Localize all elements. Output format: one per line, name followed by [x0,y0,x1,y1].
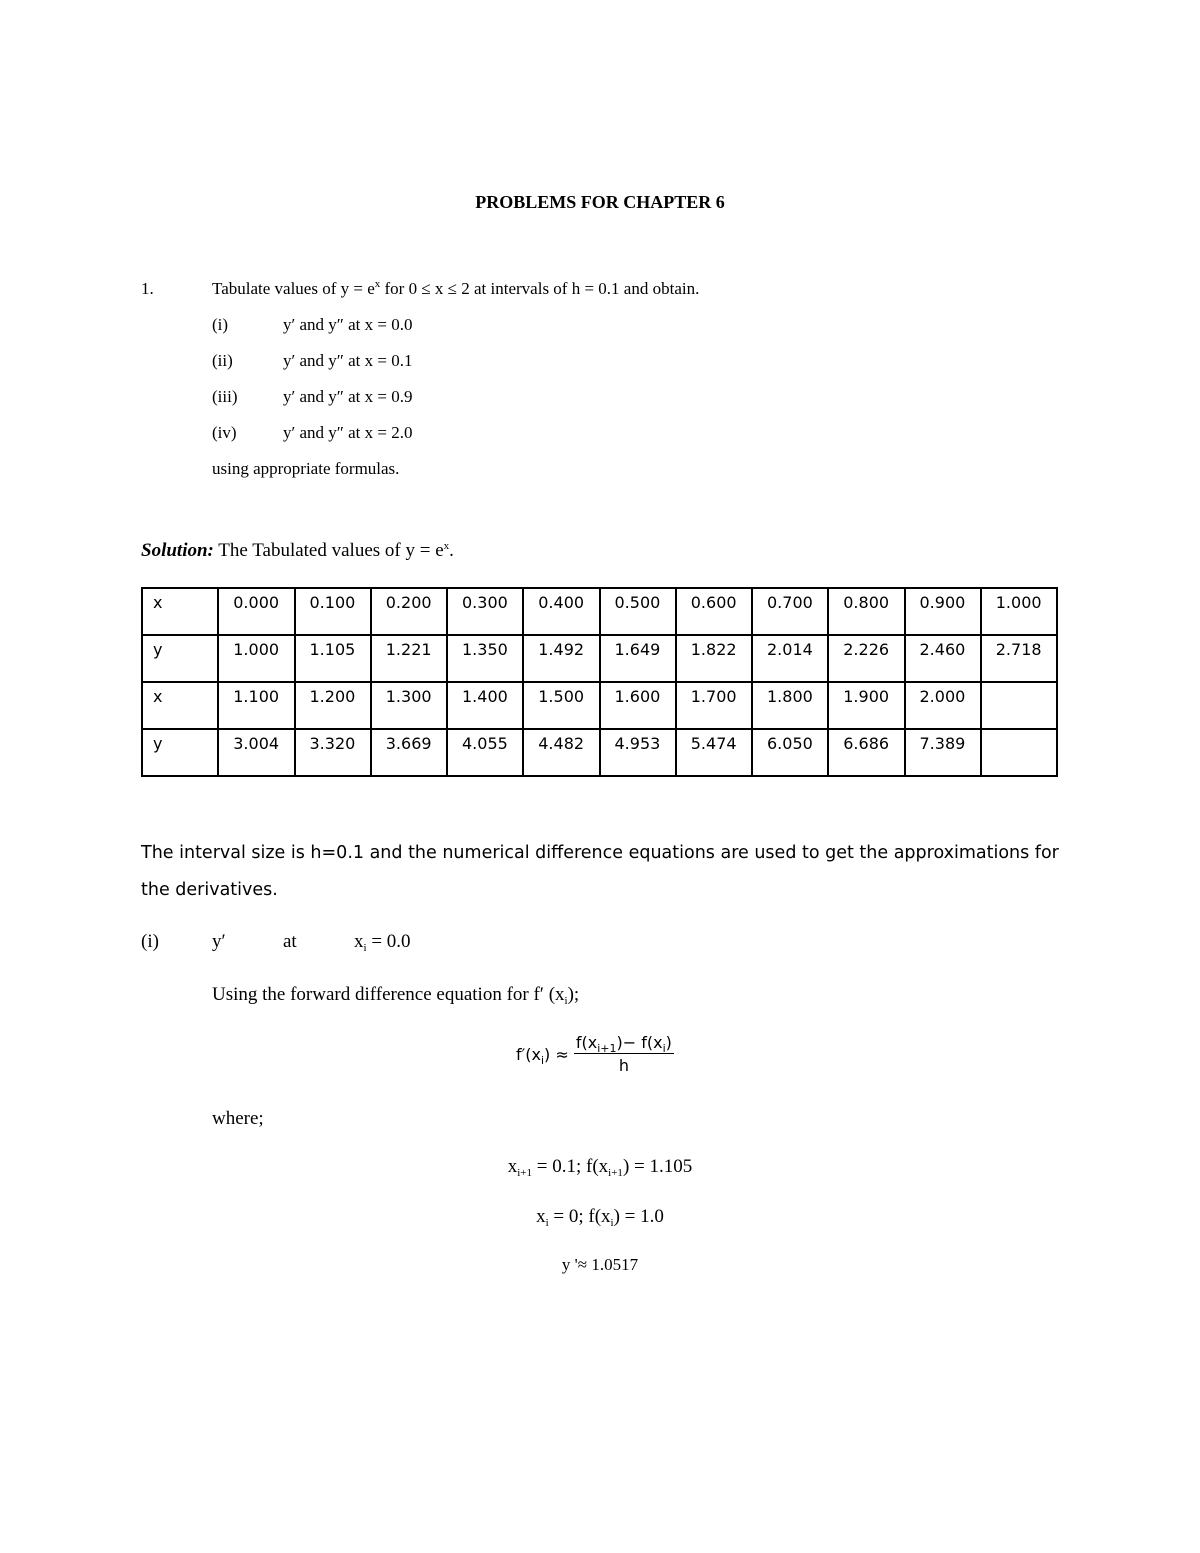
table-cell: 4.055 [447,729,523,776]
paragraph-line-1: The interval size is h=0.1 and the numerical difference equations are used to get the approximations for [141,843,1059,863]
table-cell: 1.105 [295,635,371,682]
table-cell: 1.492 [523,635,599,682]
item-text: y′ and y″ at x = 0.1 [283,351,413,370]
forward-difference-formula: $f'(x_i)$ ≈ $\frac{f(x_{i+1})- f(x_i)}{h}$ [516,1033,672,1075]
table-cell: 3.004 [218,729,294,776]
table-cell: 1.800 [752,682,828,729]
table-cell: 2.226 [828,635,904,682]
row-header-cell: x [142,682,218,729]
table-cell: 7.389 [905,729,981,776]
table-cell [981,682,1057,729]
table-cell: 1.300 [371,682,447,729]
table-cell: 0.700 [752,588,828,635]
item-label: (iv) [212,423,237,442]
table-cell: 5.474 [676,729,752,776]
item-text: y′ and y″ at x = 0.9 [283,387,413,406]
table-cell: 1.600 [600,682,676,729]
equation-next-point: $x_{i+1} = 0.1$; $f(x_{i+1}) = 1.105$ [507,1156,693,1179]
forward-difference-text: Using the forward difference equation for f′ $(x_i)$; [212,984,580,1007]
item-label: (ii) [212,351,233,370]
table-cell: 1.350 [447,635,523,682]
table-cell: 2.014 [752,635,828,682]
item-label: (i) [212,315,229,334]
table-cell: 1.700 [676,682,752,729]
table-cell: 1.822 [676,635,752,682]
formula-fraction: $\frac{f(x_{i+1})- f(x_i)}{h}$ [575,1033,672,1075]
table-cell: 1.400 [447,682,523,729]
part-point: $x_i = 0.0$ [354,931,411,954]
table-cell [981,729,1057,776]
table-cell: 4.953 [600,729,676,776]
table-row [142,588,1057,635]
row-header-cell: y [142,635,218,682]
item-text: y′ and y″ at x = 2.0 [283,423,413,442]
equation-current-point: $x_i = 0$; $f(x_i) = 1.0$ [536,1206,664,1229]
table-cell: 0.300 [447,588,523,635]
row-header-cell: x [142,588,218,635]
table-cell: 2.718 [981,635,1057,682]
part-at: at [283,931,297,952]
problem-statement: Tabulate values of $y = e^x$ for 0 ≤ x ≤ 2 at intervals of h = 0.1 and obtain. [212,278,700,298]
part-variable: y′ [212,931,226,952]
item-label: (iii) [212,387,238,406]
table-cell: 0.000 [218,588,294,635]
table-cell: 1.900 [828,682,904,729]
table-cell: 1.649 [600,635,676,682]
table-cell: 6.686 [828,729,904,776]
table-cell: 0.800 [828,588,904,635]
table-cell: 0.400 [523,588,599,635]
table-cell: 0.600 [676,588,752,635]
table-cell: 3.669 [371,729,447,776]
row-header-cell: y [142,729,218,776]
page-title: PROBLEMS FOR CHAPTER 6 [475,192,725,212]
table-cell: 1.100 [218,682,294,729]
table-row [142,682,1057,729]
table-cell: 1.500 [523,682,599,729]
solution-heading: Solution: The Tabulated values of $y = e^x$. [141,540,454,561]
table-cell: 0.200 [371,588,447,635]
problem-number: 1. [141,279,154,298]
problem-closing: using appropriate formulas. [212,459,400,478]
where-label: where; [212,1108,264,1129]
table-cell: 1.000 [981,588,1057,635]
table-cell: 2.000 [905,682,981,729]
table-cell: 2.460 [905,635,981,682]
table-cell: 0.900 [905,588,981,635]
part-label: (i) [141,931,159,952]
table-cell: 1.221 [371,635,447,682]
table-cell: 1.000 [218,635,294,682]
table-cell: 0.500 [600,588,676,635]
table-row [142,729,1057,776]
table-cell: 0.100 [295,588,371,635]
paragraph-line-2: the derivatives. [141,880,278,900]
table-cell: 6.050 [752,729,828,776]
table-cell: 1.200 [295,682,371,729]
table-row [142,635,1057,682]
table-cell: 3.320 [295,729,371,776]
item-text: y′ and y″ at x = 0.0 [283,315,413,334]
table-cell: 4.482 [523,729,599,776]
values-table [141,587,1058,777]
result: y '≈ 1.0517 [561,1255,639,1274]
